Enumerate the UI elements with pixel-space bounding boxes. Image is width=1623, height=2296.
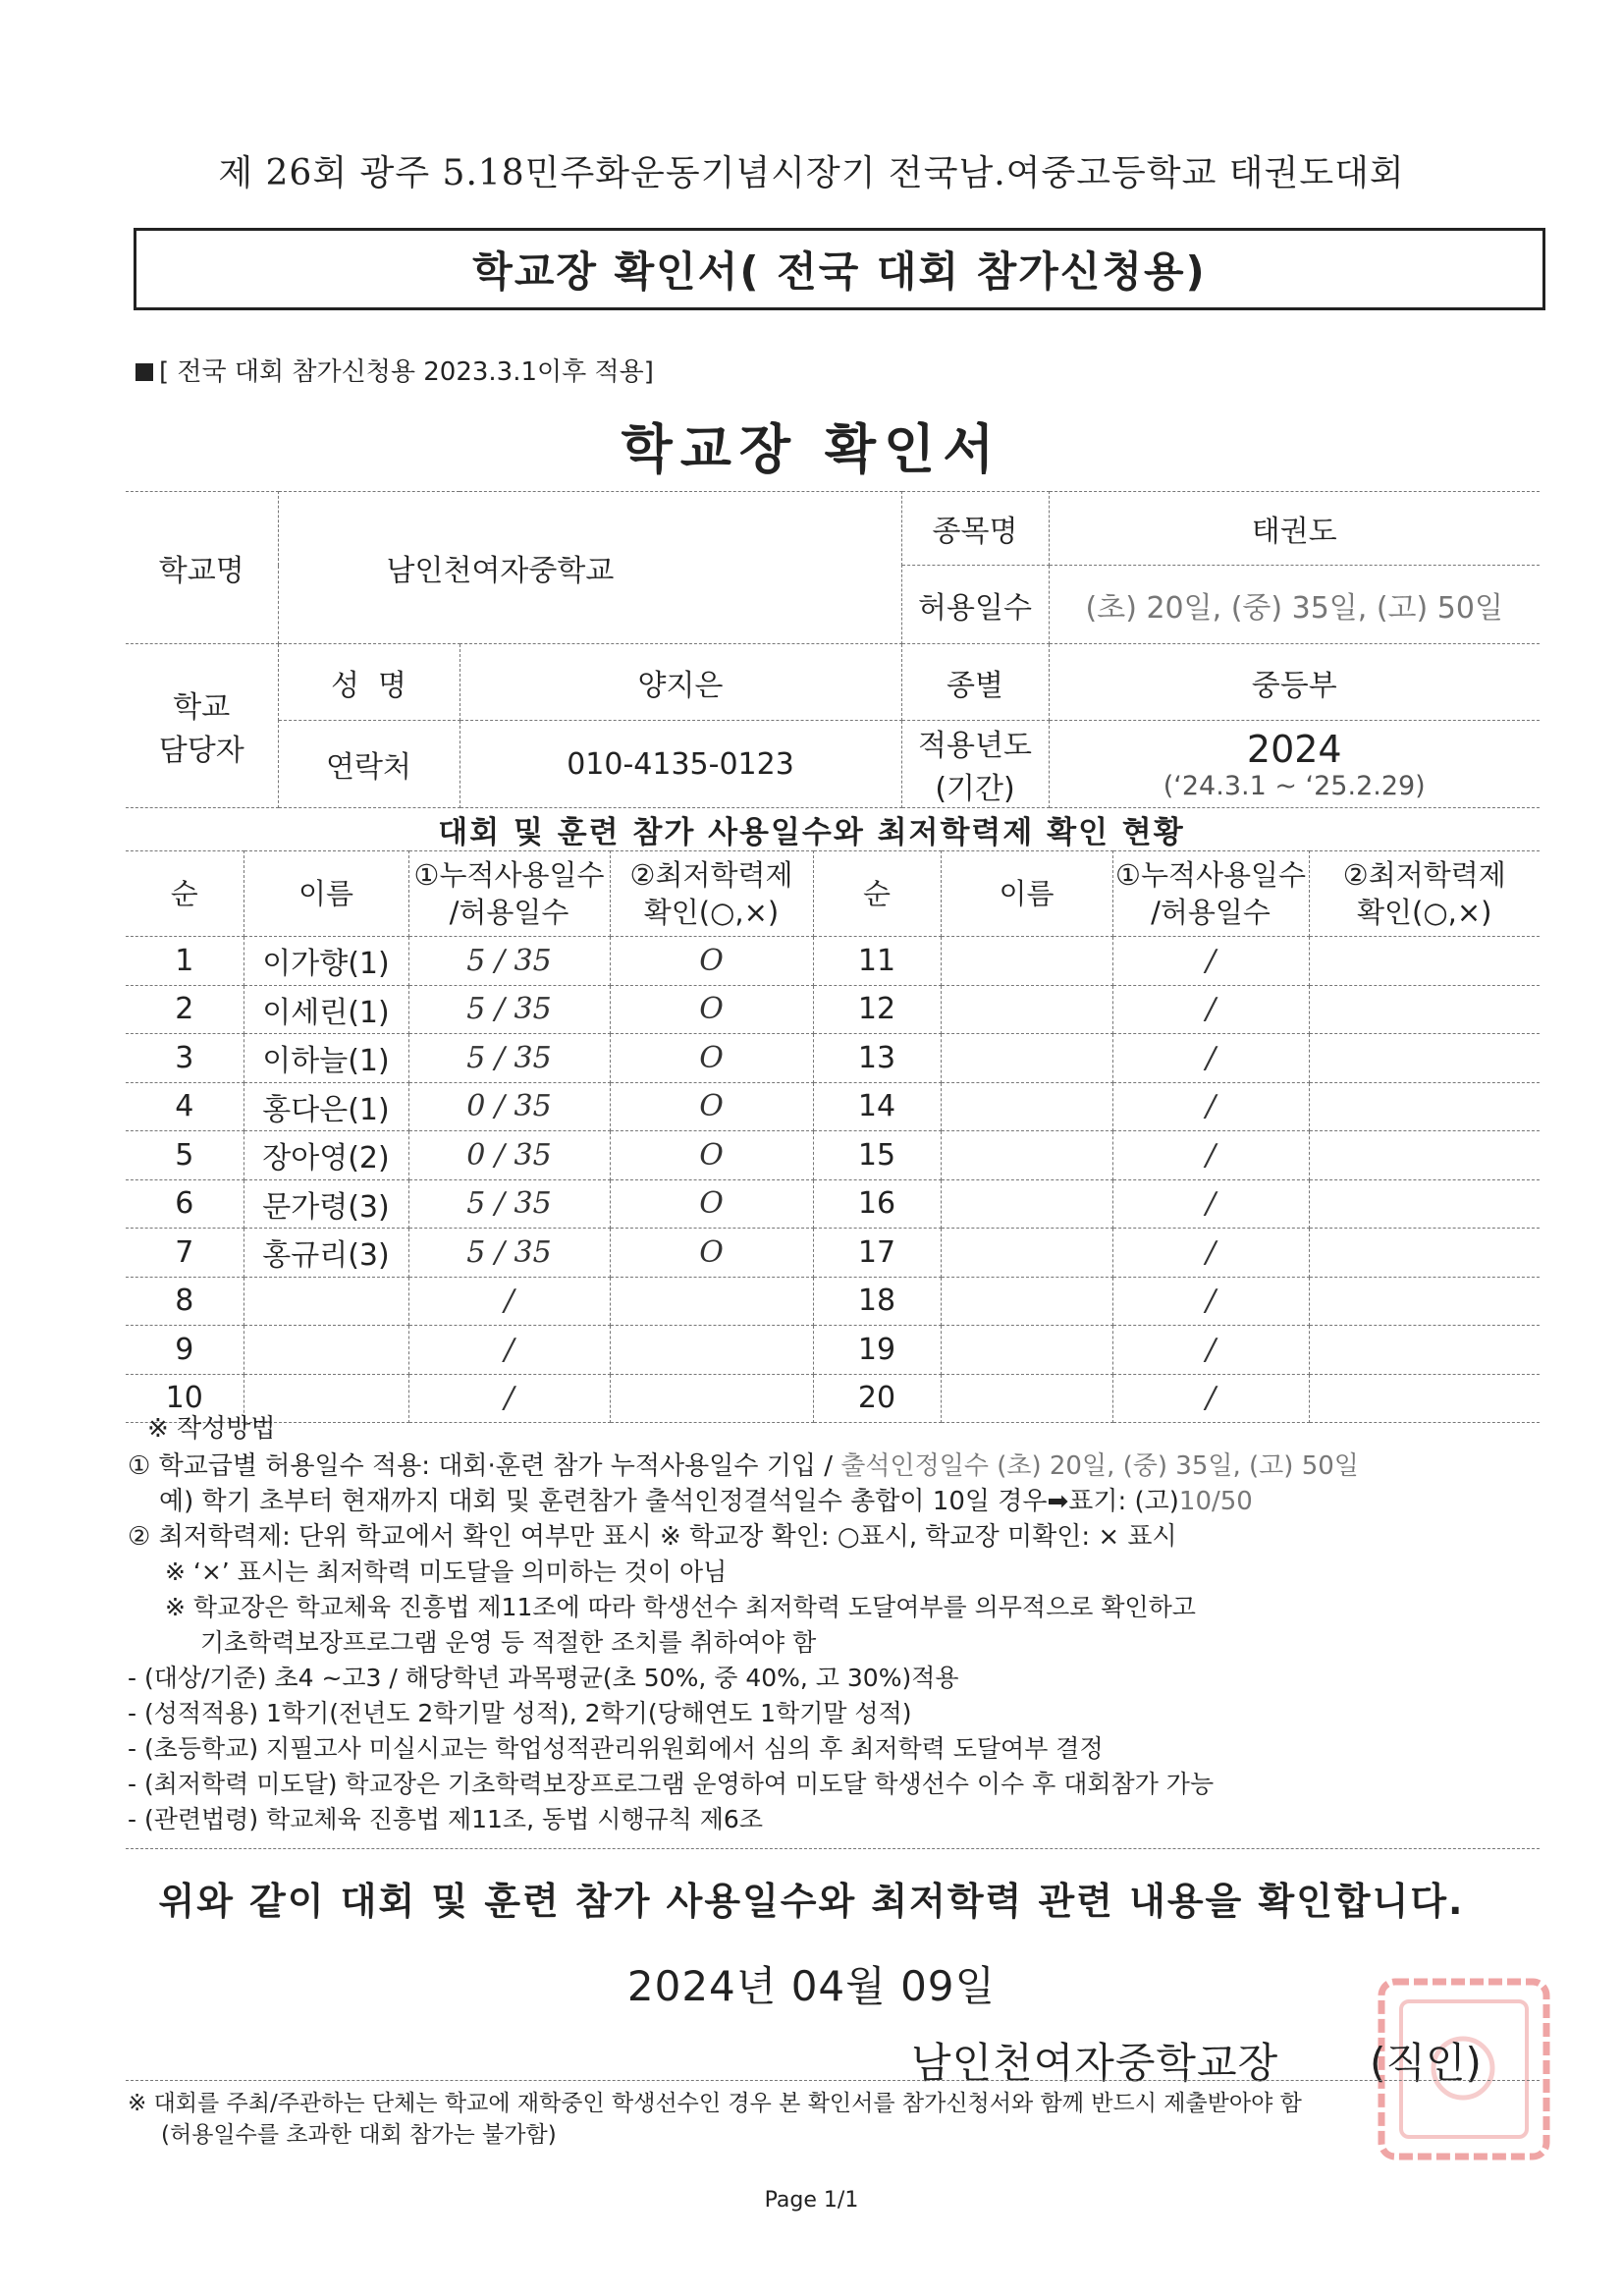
row-check: O xyxy=(610,985,813,1034)
instruction-line-1b: 출석인정일수 (초) 20일, (중) 35일, (고) 50일 xyxy=(840,1451,1359,1481)
row-check xyxy=(1309,1229,1540,1278)
row-name: 홍규리(3) xyxy=(243,1229,408,1278)
row-name xyxy=(941,1229,1112,1278)
row-check xyxy=(610,1277,813,1326)
col-check-line2: 확인(○,×) xyxy=(1357,896,1492,929)
row-name xyxy=(941,1326,1112,1375)
row-days: 5 / 35 xyxy=(408,1034,610,1083)
year-label-line2: (기간) xyxy=(935,772,1015,806)
row-name xyxy=(941,985,1112,1034)
row-check xyxy=(1309,1082,1540,1131)
phone-value: 010-4135-0123 xyxy=(460,721,901,808)
sport-value: 태권도 xyxy=(1049,492,1540,566)
year-value: 2024 xyxy=(1246,727,1342,771)
row-name: 홍다은(1) xyxy=(243,1082,408,1131)
allowed-days-label: 허용일수 xyxy=(901,566,1049,644)
contact-person-label xyxy=(126,644,278,808)
row-days: 0 / 35 xyxy=(408,1131,610,1180)
col-days-line2: /허용일수 xyxy=(449,896,569,929)
year-label-line1: 적용년도 xyxy=(918,729,1032,763)
row-no: 2 xyxy=(126,985,243,1034)
footnote-line-2: (허용일수를 초과한 대회 참가는 불가함) xyxy=(161,2122,557,2148)
row-name: 이하늘(1) xyxy=(243,1034,408,1083)
row-name xyxy=(941,1277,1112,1326)
col-check-line1: ②최저학력제 xyxy=(1342,858,1506,892)
row-no: 10 xyxy=(126,1374,243,1423)
row-check: O xyxy=(610,1179,813,1229)
col-days-line2: /허용일수 xyxy=(1151,896,1271,929)
instruction-line-10: - (최저학력 미도달) 학교장은 기초학력보장프로그램 운영하여 미도달 학생선수 이수 후 대회참가 가능 xyxy=(128,1770,1215,1798)
footer-divider xyxy=(126,2080,1540,2081)
row-name xyxy=(941,1082,1112,1131)
row-days: / xyxy=(1112,1082,1309,1131)
row-check xyxy=(1309,937,1540,986)
row-days: / xyxy=(1112,1374,1309,1423)
category-label: 종별 xyxy=(901,644,1049,721)
row-days: / xyxy=(1112,1326,1309,1375)
row-no: 9 xyxy=(126,1326,243,1375)
row-check xyxy=(1309,985,1540,1034)
instructions-title: ※ 작성방법 xyxy=(147,1414,276,1444)
row-days: / xyxy=(408,1277,610,1326)
row-name: 이가향(1) xyxy=(243,937,408,986)
row-no: 5 xyxy=(126,1131,243,1180)
col-check-line1: ②최저학력제 xyxy=(629,858,793,892)
row-name xyxy=(243,1277,408,1326)
col-name-left: 이름 xyxy=(243,851,408,937)
row-name: 문가령(3) xyxy=(243,1179,408,1229)
year-label xyxy=(901,721,1049,808)
row-no: 20 xyxy=(813,1374,941,1423)
row-no: 14 xyxy=(813,1082,941,1131)
row-name: 이세린(1) xyxy=(243,985,408,1034)
instruction-line-6: 기초학력보장프로그램 운영 등 적절한 조치를 취하여야 함 xyxy=(200,1628,817,1657)
col-days-line1: ①누적사용일수 xyxy=(1114,858,1307,892)
table-row xyxy=(126,1179,1540,1229)
row-name xyxy=(243,1326,408,1375)
allowed-days-value: (초) 20일, (중) 35일, (고) 50일 xyxy=(1049,566,1540,644)
row-no: 4 xyxy=(126,1082,243,1131)
row-no: 18 xyxy=(813,1277,941,1326)
row-days: / xyxy=(1112,937,1309,986)
name-label: 성 명 xyxy=(278,644,460,721)
row-no: 7 xyxy=(126,1229,243,1278)
row-check: O xyxy=(610,1229,813,1278)
row-name xyxy=(941,1374,1112,1423)
table-row xyxy=(126,1131,1540,1180)
instruction-line-5: ※ 학교장은 학교체육 진흥법 제11조에 따라 학생선수 최저학력 도달여부를 의무적으로 확인하고 xyxy=(165,1593,1196,1621)
applicability-note-text: [ 전국 대회 참가신청용 2023.3.1이후 적용] xyxy=(159,357,654,387)
row-check xyxy=(1309,1131,1540,1180)
year-value-cell xyxy=(1049,721,1540,808)
instruction-line-2b: 10/50 xyxy=(1178,1487,1253,1516)
row-no: 11 xyxy=(813,937,941,986)
school-info-table xyxy=(126,491,1540,808)
footnote-line-1: ※ 대회를 주최/주관하는 단체는 학교에 재학중인 학생선수인 경우 본 확인서를 참가신청서와 함께 반드시 제출받아야 함 xyxy=(128,2091,1302,2116)
instruction-line-3: ② 최저학력제: 단위 학교에서 확인 여부만 표시 ※ 학교장 확인: ○표시, 학교장 미확인: × 표시 xyxy=(128,1522,1177,1552)
instruction-line-11: - (관련법령) 학교체육 진흥법 제11조, 동법 시행규칙 제6조 xyxy=(128,1805,763,1833)
row-name xyxy=(941,1034,1112,1083)
row-no: 1 xyxy=(126,937,243,986)
row-days: 5 / 35 xyxy=(408,1179,610,1229)
col-check-line2: 확인(○,×) xyxy=(643,896,780,929)
main-heading: 학교장 확인서 xyxy=(621,418,1002,480)
row-check: O xyxy=(610,1082,813,1131)
row-no: 19 xyxy=(813,1326,941,1375)
issue-date: 2024년 04월 09일 xyxy=(626,1962,997,2010)
row-days: 5 / 35 xyxy=(408,937,610,986)
roster-table xyxy=(126,850,1540,1423)
col-days-line1: ①누적사용일수 xyxy=(413,858,605,892)
instruction-line-7: - (대상/기준) 초4 ~고3 / 해당학년 과목평균(초 50%, 중 40%, 고 30%)적용 xyxy=(128,1664,959,1692)
row-days: 0 / 35 xyxy=(408,1082,610,1131)
table-row xyxy=(126,1034,1540,1083)
table-row xyxy=(126,1229,1540,1278)
footnote xyxy=(128,2088,1302,2151)
table-row xyxy=(126,1277,1540,1326)
row-days: / xyxy=(1112,1131,1309,1180)
row-check xyxy=(1309,1034,1540,1083)
contact-label-line2: 담당자 xyxy=(158,734,244,768)
row-check xyxy=(610,1326,813,1375)
row-days: / xyxy=(408,1374,610,1423)
table-row xyxy=(126,1374,1540,1423)
principal-name: 남인천여자중학교장 xyxy=(911,2039,1279,2087)
applicability-note xyxy=(135,352,654,388)
row-check xyxy=(610,1374,813,1423)
row-days: / xyxy=(1112,1179,1309,1229)
instruction-line-1a: ① 학교급별 허용일수 적용: 대회·훈련 참가 누적사용일수 기입 / xyxy=(128,1451,841,1481)
row-days: / xyxy=(1112,985,1309,1034)
table-row xyxy=(126,1082,1540,1131)
divider xyxy=(126,1848,1540,1849)
page-number: Page 1/1 xyxy=(764,2188,859,2213)
col-no-left: 순 xyxy=(126,851,243,937)
col-check-left xyxy=(610,851,813,937)
square-bullet-icon xyxy=(135,363,153,381)
row-no: 12 xyxy=(813,985,941,1034)
row-name xyxy=(941,1179,1112,1229)
roster-subtitle: 대회 및 훈련 참가 사용일수와 최저학력제 확인 현황 xyxy=(438,815,1185,850)
row-no: 17 xyxy=(813,1229,941,1278)
document-title-box: 학교장 확인서( 전국 대회 참가신청용) xyxy=(134,228,1545,310)
col-check-right xyxy=(1309,851,1540,937)
row-days: 5 / 35 xyxy=(408,1229,610,1278)
row-check xyxy=(1309,1374,1540,1423)
row-name: 장아영(2) xyxy=(243,1131,408,1180)
phone-label: 연락처 xyxy=(278,721,460,808)
row-days: / xyxy=(408,1326,610,1375)
sport-label: 종목명 xyxy=(901,492,1049,566)
contact-label-line1: 학교 xyxy=(173,690,231,725)
row-check: O xyxy=(610,1034,813,1083)
instruction-line-8: - (성적적용) 1학기(전년도 2학기말 성적), 2학기(당해연도 1학기말 성적) xyxy=(128,1699,912,1727)
col-name-right: 이름 xyxy=(941,851,1112,937)
instruction-line-2a: 예) 학기 초부터 현재까지 대회 및 훈련참가 출석인정결석일수 총합이 10일 경우➡표기: (고) xyxy=(159,1487,1179,1516)
seal-label: (직인) xyxy=(1370,2039,1482,2087)
row-days: / xyxy=(1112,1034,1309,1083)
row-no: 13 xyxy=(813,1034,941,1083)
row-no: 3 xyxy=(126,1034,243,1083)
row-check: O xyxy=(610,1131,813,1180)
row-no: 6 xyxy=(126,1179,243,1229)
instruction-line-4: ※ ‘×’ 표시는 최저학력 미도달을 의미하는 것이 아님 xyxy=(165,1558,728,1586)
row-name xyxy=(941,937,1112,986)
col-days-right xyxy=(1112,851,1309,937)
instruction-line-9: - (초등학교) 지필고사 미실시교는 학업성적관리위원회에서 심의 후 최저학력 도달여부 결정 xyxy=(128,1734,1104,1763)
school-label: 학교명 xyxy=(126,492,278,644)
row-check: O xyxy=(610,937,813,986)
instruction-line-2 xyxy=(159,1485,1253,1518)
row-name xyxy=(941,1131,1112,1180)
col-no-right: 순 xyxy=(813,851,941,937)
row-no: 16 xyxy=(813,1179,941,1229)
table-row xyxy=(126,1326,1540,1375)
category-value: 중등부 xyxy=(1049,644,1540,721)
row-check xyxy=(1309,1179,1540,1229)
row-days: / xyxy=(1112,1277,1309,1326)
col-days-left xyxy=(408,851,610,937)
row-no: 8 xyxy=(126,1277,243,1326)
row-check xyxy=(1309,1277,1540,1326)
row-no: 15 xyxy=(813,1131,941,1180)
table-row xyxy=(126,937,1540,986)
year-period: (‘24.3.1 ~ ‘25.2.29) xyxy=(1163,770,1426,801)
school-value: 남인천여자중학교 xyxy=(278,492,901,644)
table-row xyxy=(126,985,1540,1034)
instruction-line-1 xyxy=(128,1449,1359,1483)
event-title: 제 26회 광주 5.18민주화운동기념시장기 전국남.여중고등학교 태권도대회 xyxy=(218,153,1405,193)
row-check xyxy=(1309,1326,1540,1375)
row-days: / xyxy=(1112,1229,1309,1278)
confirmation-statement: 위와 같이 대회 및 훈련 참가 사용일수와 최저학력 관련 내용을 확인합니다. xyxy=(158,1880,1465,1923)
name-value: 양지은 xyxy=(460,644,901,721)
row-days: 5 / 35 xyxy=(408,985,610,1034)
